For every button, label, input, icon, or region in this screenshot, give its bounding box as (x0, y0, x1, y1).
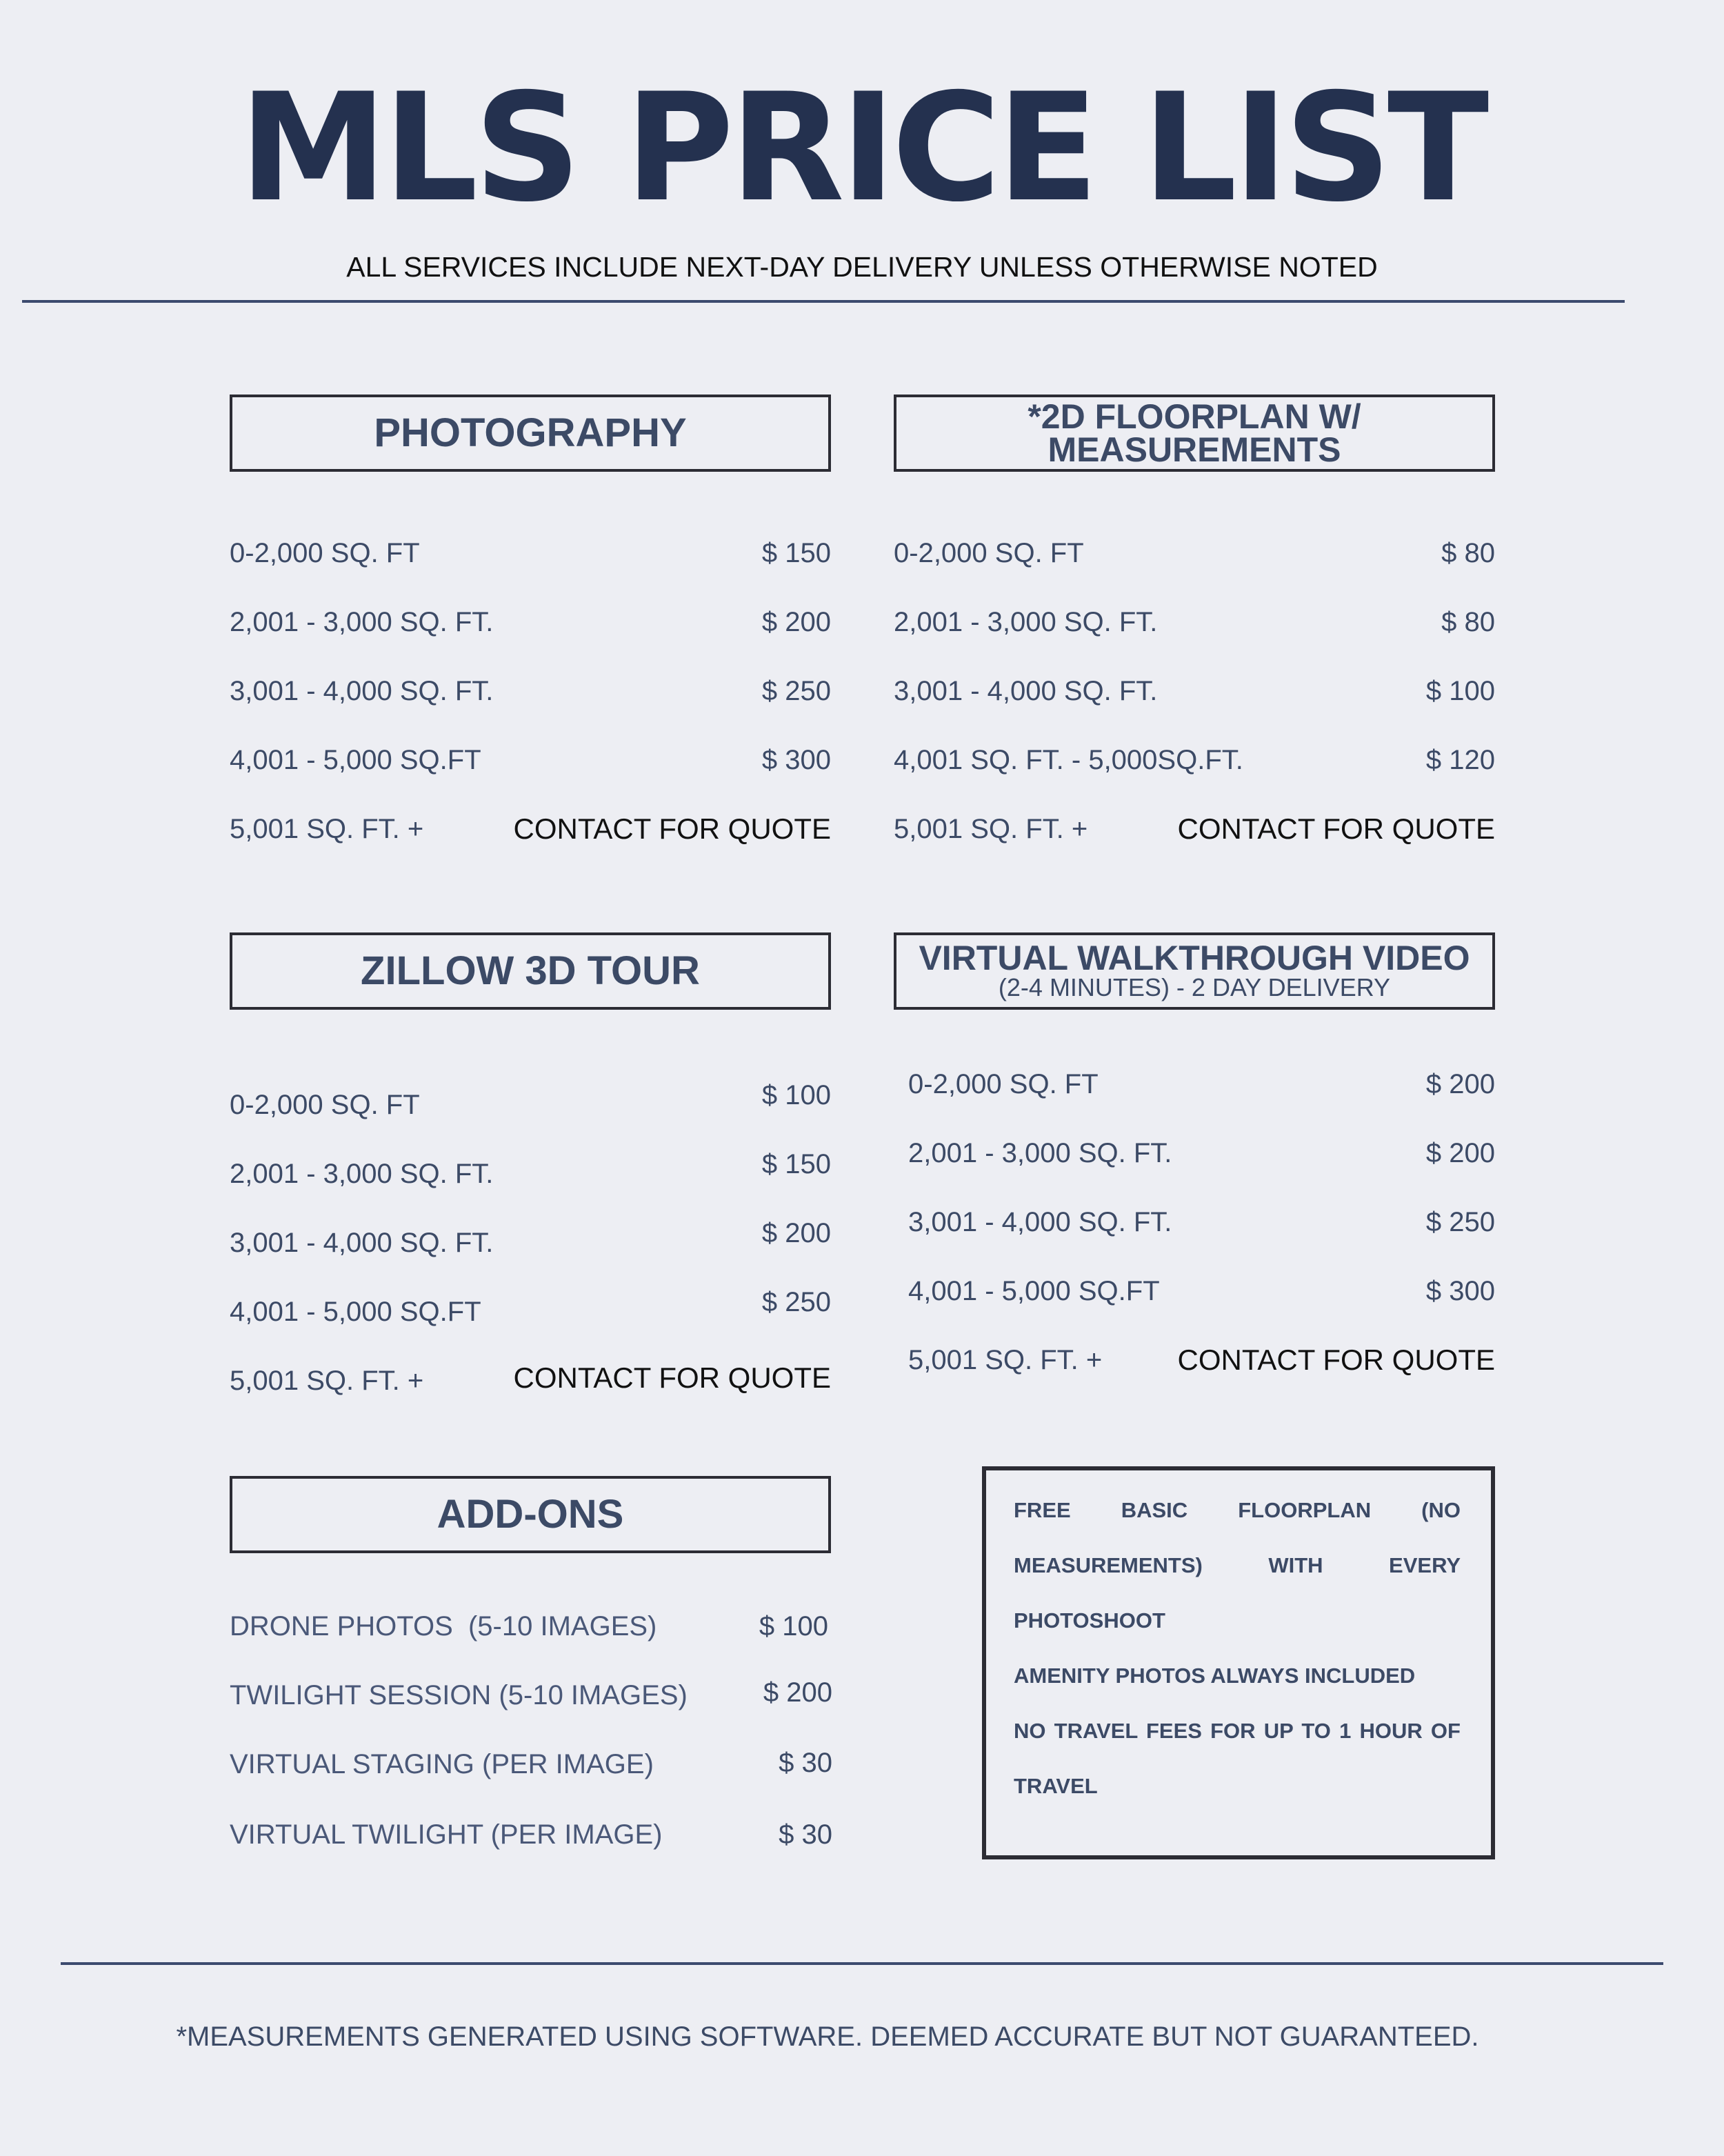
addons-heading: ADD-ONS (437, 1492, 624, 1537)
price-row-value: $ 150 (761, 538, 831, 568)
price-row-value: $ 250 (1425, 1207, 1495, 1237)
header-divider (22, 300, 1625, 303)
price-row-label: 2,001 - 3,000 SQ. FT. (908, 1138, 1172, 1168)
price-row-value: $ 300 (761, 745, 831, 775)
addon-row (230, 1606, 828, 1647)
price-row (908, 1132, 1495, 1174)
addon-label: DRONE PHOTOS (5-10 IMAGES) (230, 1611, 657, 1641)
addon-row (230, 1814, 832, 1855)
price-row (230, 532, 831, 574)
price-row (894, 739, 1495, 781)
price-row-value: $ 150 (761, 1149, 831, 1179)
footer-divider (61, 1962, 1663, 1965)
price-row (230, 808, 831, 850)
addon-row (230, 1742, 832, 1784)
floorplan-heading-box (894, 395, 1495, 472)
addon-price: $ 30 (779, 1819, 832, 1850)
price-row-value: $ 250 (761, 1287, 831, 1317)
price-row-label: 3,001 - 4,000 SQ. FT. (230, 1228, 494, 1258)
contact-for-quote: CONTACT FOR QUOTE (513, 1361, 831, 1394)
price-row-value: $ 200 (761, 607, 831, 637)
price-row (230, 1350, 831, 1396)
price-row-label: 2,001 - 3,000 SQ. FT. (230, 1159, 494, 1189)
addon-label: VIRTUAL STAGING (PER IMAGE) (230, 1749, 654, 1779)
price-row-value: $ 200 (1425, 1069, 1495, 1099)
contact-for-quote: CONTACT FOR QUOTE (1177, 812, 1495, 845)
addon-price: $ 200 (763, 1677, 832, 1708)
price-row-label: 0-2,000 SQ. FT (908, 1069, 1099, 1099)
contact-for-quote: CONTACT FOR QUOTE (1177, 1344, 1495, 1376)
price-row (230, 1144, 831, 1189)
addon-price: $ 30 (779, 1748, 832, 1778)
price-row (230, 601, 831, 643)
price-row (894, 808, 1495, 850)
price-row-value: $ 100 (761, 1080, 831, 1110)
price-row-label: 0-2,000 SQ. FT (230, 538, 420, 568)
price-row-value: $ 80 (1441, 538, 1495, 568)
page-title: MLS PRICE LIST (239, 61, 1485, 234)
price-row-value: $ 100 (1425, 676, 1495, 706)
price-row-value: $ 250 (761, 676, 831, 706)
price-row-label: 2,001 - 3,000 SQ. FT. (230, 607, 494, 637)
floorplan-heading-line2: MEASUREMENTS (1048, 430, 1341, 469)
addon-price: $ 100 (759, 1611, 828, 1641)
footnote: *MEASUREMENTS GENERATED USING SOFTWARE. DEEMED ACCURATE BUT NOT GUARANTEED. (176, 2022, 1479, 2052)
price-row (230, 1281, 831, 1327)
price-row (908, 1201, 1495, 1243)
note-travel-fees: NO TRAVEL FEES FOR UP TO 1 HOUR OF TRAVEL (1014, 1719, 1461, 1798)
price-row-label: 4,001 - 5,000 SQ.FT (230, 745, 481, 775)
zillow-heading: ZILLOW 3D TOUR (361, 948, 700, 993)
addon-label: TWILIGHT SESSION (5-10 IMAGES) (230, 1680, 688, 1710)
photography-heading-box (230, 395, 831, 472)
price-row-label: 0-2,000 SQ. FT (894, 538, 1084, 568)
price-row-label: 4,001 - 5,000 SQ.FT (230, 1297, 481, 1327)
addon-label: VIRTUAL TWILIGHT (PER IMAGE) (230, 1819, 663, 1850)
price-row (230, 670, 831, 712)
price-row-label: 3,001 - 4,000 SQ. FT. (894, 676, 1158, 706)
price-row-label: 2,001 - 3,000 SQ. FT. (894, 607, 1158, 637)
price-row-label: 5,001 SQ. FT. + (908, 1345, 1103, 1375)
price-row-label: 5,001 SQ. FT. + (230, 814, 424, 844)
addons-heading-box (230, 1476, 831, 1553)
zillow-heading-box (230, 932, 831, 1010)
notes-box (982, 1466, 1495, 1859)
page-subtitle: ALL SERVICES INCLUDE NEXT-DAY DELIVERY UNLESS OTHERWISE NOTED (346, 251, 1378, 283)
price-row-label: 3,001 - 4,000 SQ. FT. (230, 676, 494, 706)
note-amenity-photos: AMENITY PHOTOS ALWAYS INCLUDED (1014, 1664, 1416, 1688)
price-row-value: $ 200 (761, 1218, 831, 1248)
note-free-floorplan: FREE BASIC FLOORPLAN (NO MEASUREMENTS) WITH EVERY PHOTOSHOOT (1014, 1498, 1461, 1633)
price-row (230, 739, 831, 781)
addon-row (230, 1672, 832, 1713)
price-row (908, 1270, 1495, 1312)
price-row-label: 5,001 SQ. FT. + (230, 1366, 424, 1396)
price-row (230, 1212, 831, 1258)
price-row-label: 4,001 - 5,000 SQ.FT (908, 1276, 1160, 1306)
price-row (894, 601, 1495, 643)
price-row-value: $ 200 (1425, 1138, 1495, 1168)
video-subheading: (2-4 MINUTES) - 2 DAY DELIVERY (998, 973, 1391, 1001)
price-row (230, 1075, 831, 1120)
price-row (908, 1339, 1495, 1381)
price-row (894, 532, 1495, 574)
price-row-label: 5,001 SQ. FT. + (894, 814, 1088, 844)
price-row (894, 670, 1495, 712)
photography-heading: PHOTOGRAPHY (374, 410, 687, 455)
floorplan-heading-line1: *2D FLOORPLAN W/ (1028, 397, 1361, 436)
price-row-label: 3,001 - 4,000 SQ. FT. (908, 1207, 1172, 1237)
price-row-value: $ 80 (1441, 607, 1495, 637)
video-heading: VIRTUAL WALKTHROUGH VIDEO (919, 939, 1470, 977)
price-row-label: 0-2,000 SQ. FT (230, 1090, 420, 1120)
video-heading-box (894, 932, 1495, 1010)
price-row-value: $ 120 (1425, 745, 1495, 775)
contact-for-quote: CONTACT FOR QUOTE (513, 812, 831, 845)
price-row-label: 4,001 SQ. FT. - 5,000SQ.FT. (894, 745, 1243, 775)
price-row-value: $ 300 (1425, 1276, 1495, 1306)
price-row (908, 1064, 1495, 1105)
